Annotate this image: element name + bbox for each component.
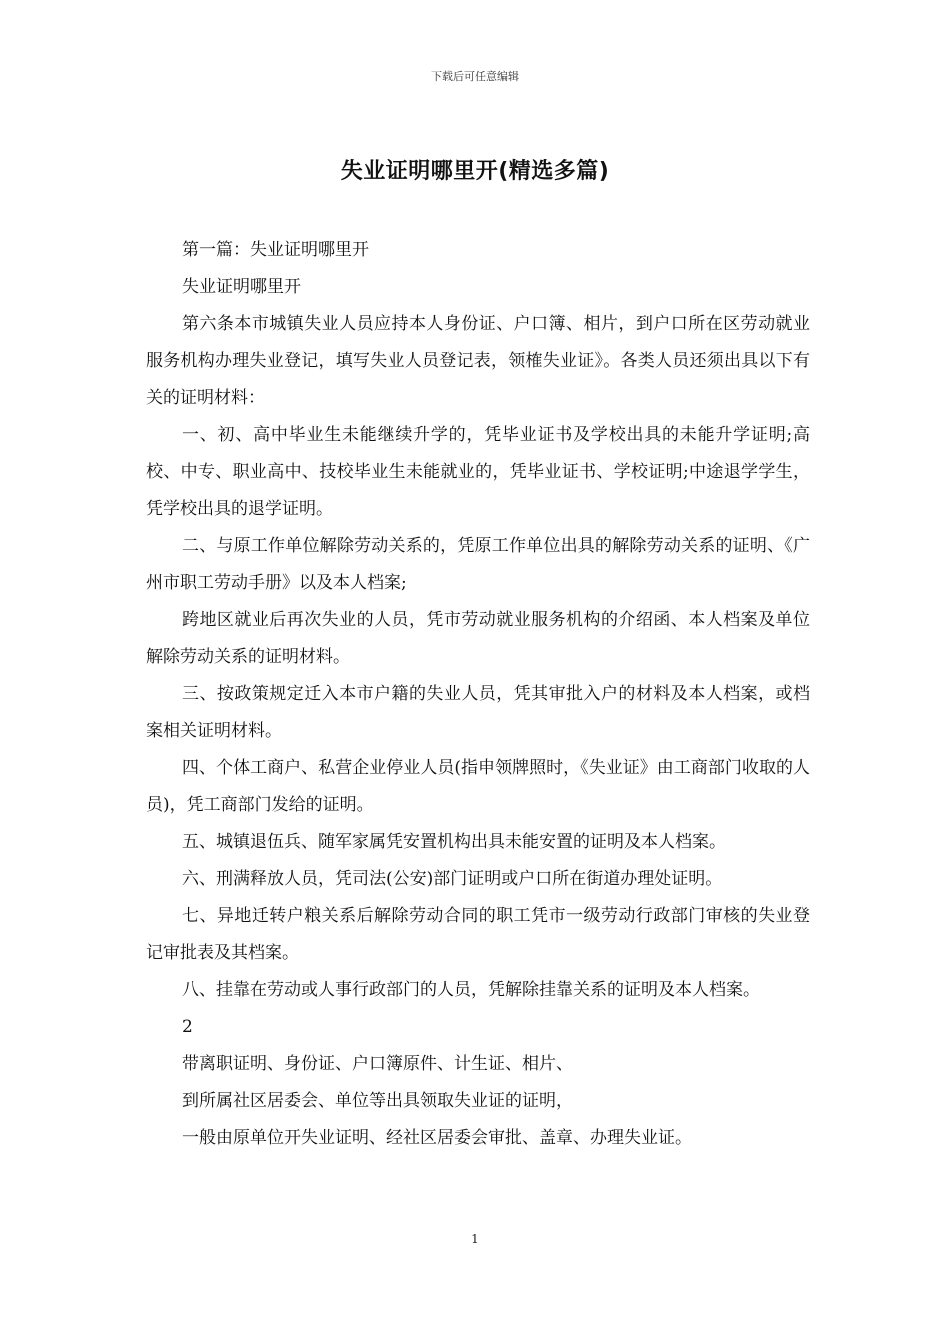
- paragraph: 跨地区就业后再次失业的人员，凭市劳动就业服务机构的介绍函、本人档案及单位解除劳动关系的证明材料。: [146, 610, 810, 667]
- subheading: 失业证明哪里开: [182, 277, 301, 297]
- section-heading: 第一篇：失业证明哪里开: [182, 240, 369, 260]
- paragraph: 四、个体工商户、私营企业停业人员(指申领牌照时，《失业证》由工商部门收取的人员)，凭工商部门发给的证明。: [146, 758, 810, 815]
- paragraph: 五、城镇退伍兵、随军家属凭安置机构出具未能安置的证明及本人档案。: [182, 832, 726, 852]
- paragraph: 带离职证明、身份证、户口簿原件、计生证、相片、: [182, 1054, 573, 1074]
- paragraph: 三、按政策规定迁入本市户籍的失业人员，凭其审批入户的材料及本人档案，或档案相关证明材料。: [146, 684, 810, 741]
- document-body: [146, 232, 810, 1157]
- page-number: 1: [471, 1232, 479, 1246]
- paragraph: 到所属社区居委会、单位等出具领取失业证的证明，: [182, 1091, 573, 1111]
- paragraph: 八、挂靠在劳动或人事行政部门的人员，凭解除挂靠关系的证明及本人档案。: [182, 980, 760, 1000]
- document-title: 失业证明哪里开(精选多篇): [340, 159, 610, 184]
- header-note: 下载后可任意编辑: [431, 70, 519, 83]
- paragraph: 第六条本市城镇失业人员应持本人身份证、户口簿、相片，到户口所在区劳动就业服务机构办理失业登记，填写失业人员登记表，领榷失业证》。各类人员还须出具以下有关的证明材料：: [146, 314, 810, 408]
- paragraph: 一、初、高中毕业生未能继续升学的，凭毕业证书及学校出具的未能升学证明;高校、中专、职业高中、技校毕业生未能就业的，凭毕业证书、学校证明;中途退学学生，凭学校出具的退学证明。: [146, 425, 810, 519]
- paragraph: 六、刑满释放人员，凭司法(公安)部门证明或户口所在街道办理处证明。: [182, 869, 723, 889]
- paragraph: 一般由原单位开失业证明、经社区居委会审批、盖章、办理失业证。: [182, 1128, 692, 1148]
- paragraph: 二、与原工作单位解除劳动关系的，凭原工作单位出具的解除劳动关系的证明、《广州市职工劳动手册》以及本人档案;: [146, 536, 810, 593]
- section-number: 2: [182, 1017, 193, 1037]
- paragraph: 七、异地迁转户粮关系后解除劳动合同的职工凭市一级劳动行政部门审核的失业登记审批表及其档案。: [146, 906, 810, 963]
